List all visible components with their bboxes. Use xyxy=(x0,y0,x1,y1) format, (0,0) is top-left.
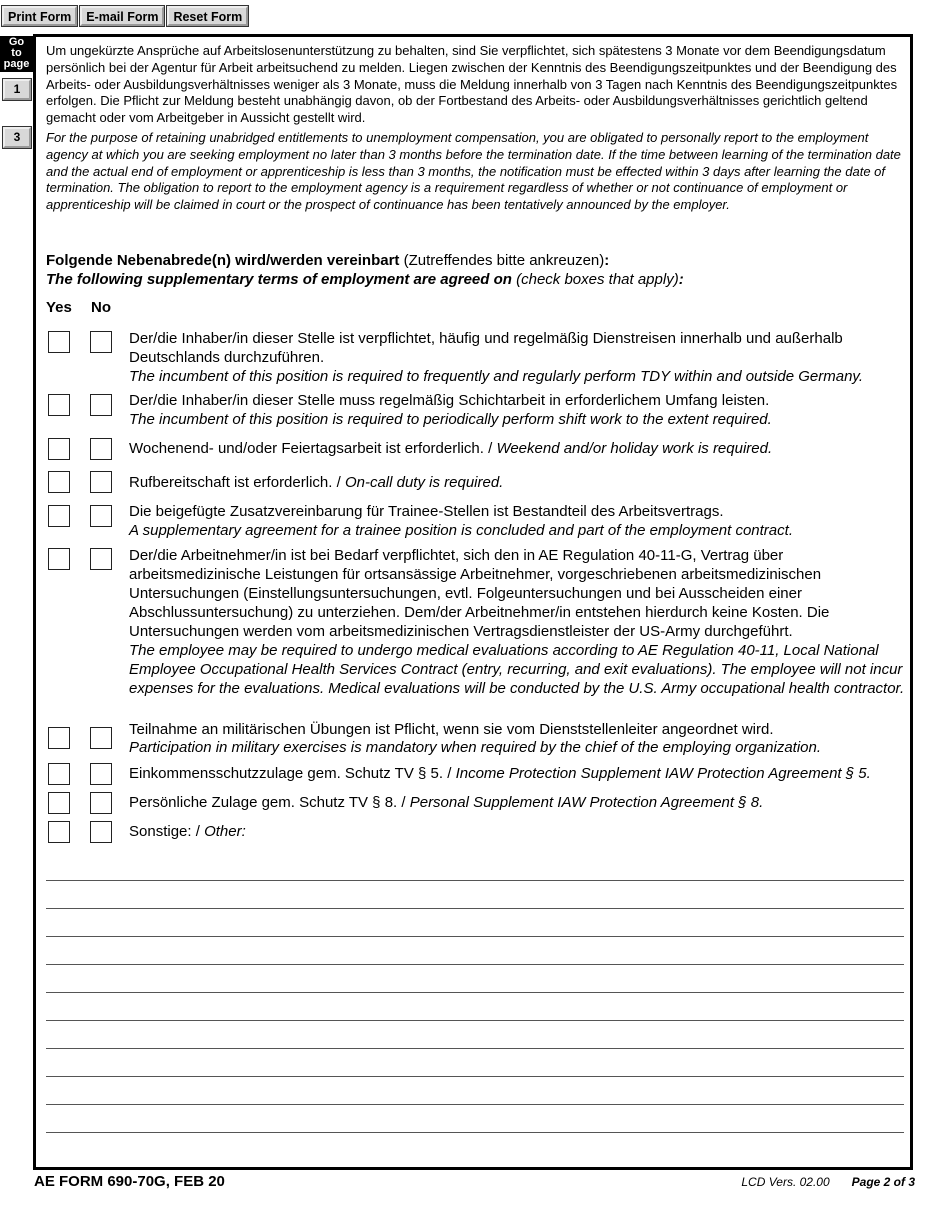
yes-checkbox-trainee[interactable] xyxy=(48,505,70,527)
yes-checkbox-shift-work[interactable] xyxy=(48,394,70,416)
section-heading-english: The following supplementary terms of employment are agreed on (check boxes that apply): xyxy=(46,271,684,288)
list-item: Sonstige: / Other: xyxy=(129,823,246,840)
no-checkbox-medical[interactable] xyxy=(90,548,112,570)
no-checkbox-military-exercises[interactable] xyxy=(90,727,112,749)
yes-checkbox-income-protection[interactable] xyxy=(48,763,70,785)
write-in-line[interactable] xyxy=(46,1020,904,1021)
intro-english: For the purpose of retaining unabridged entitlements to unemployment compensation, you are obligated to personally report to the employment agency at which you are seeking employment no later than 3 months before the termination date. If the time between learning of the termination date and the actual end of employment or apprenticeship is less than 3 months, the notification must be effected within 3 days after learning the date of termination. The obligation to report to the employment agency is a requirement regardless of whether or not continuance of employment or apprenticeship will be claimed in court or the prospect of continuance has been tentatively announced by the employer. xyxy=(46,130,901,213)
go-to-page-1-button[interactable]: 1 xyxy=(3,79,31,100)
list-item: Die beigefügte Zusatzvereinbarung für Trainee-Stellen ist Bestandteil des Arbeitsvertrags. A supplementary agreement for a trainee position is concluded and part of the employment contract. xyxy=(129,503,793,539)
form-version-and-page xyxy=(741,1175,915,1189)
yes-column-header: Yes xyxy=(46,299,72,316)
write-in-line[interactable] xyxy=(46,908,904,909)
write-in-line[interactable] xyxy=(46,1076,904,1077)
go-to-page-label: Go to page xyxy=(0,36,33,72)
list-item: Rufbereitschaft ist erforderlich. / On-call duty is required. xyxy=(129,474,504,491)
list-item: Einkommensschutzzulage gem. Schutz TV § 5. / Income Protection Supplement IAW Protection Agreement § 5. xyxy=(129,765,871,782)
section-heading-german: Folgende Nebenabrede(n) wird/werden vereinbart (Zutreffendes bitte ankreuzen): xyxy=(46,252,610,269)
no-checkbox-personal-supplement[interactable] xyxy=(90,792,112,814)
print-form-button[interactable]: Print Form xyxy=(2,6,77,26)
yes-checkbox-on-call[interactable] xyxy=(48,471,70,493)
write-in-line[interactable] xyxy=(46,964,904,965)
no-checkbox-weekend-work[interactable] xyxy=(90,438,112,460)
go-to-page-3-button[interactable]: 3 xyxy=(3,127,31,148)
yes-checkbox-tdy[interactable] xyxy=(48,331,70,353)
no-column-header: No xyxy=(91,299,111,316)
page-number: Page 2 of 3 xyxy=(851,1175,915,1189)
form-toolbar xyxy=(2,6,248,26)
no-checkbox-on-call[interactable] xyxy=(90,471,112,493)
list-item: Wochenend- und/oder Feiertagsarbeit ist erforderlich. / Weekend and/or holiday work is required. xyxy=(129,440,773,457)
intro-german: Um ungekürzte Ansprüche auf Arbeitslosenunterstützung zu behalten, sind Sie verpflichtet, sich spätestens 3 Monate vor dem Beendigungsdatum persönlich bei der Agentur für Arbeit arbeitsuchend zu melden. Liegen zwischen der Kenntnis des Beendigungszeitpunktes und der Beendigung des Arbeits- oder Ausbildungsverhältnisses weniger als 3 Monate, muss die Meldung innerhalb von 3 Tagen nach Kenntnis des Beendigungszeitpunktes erfolgen. Die Pflicht zur Meldung besteht unabhängig davon, ob der Fortbestand des Arbeits- oder Ausbildungsverhältnisses gerichtlich geltend gemacht oder vom Arbeitgeber in Aussicht gestellt wird. xyxy=(46,43,898,126)
list-item: Persönliche Zulage gem. Schutz TV § 8. / Personal Supplement IAW Protection Agreement § 8. xyxy=(129,794,764,811)
write-in-line[interactable] xyxy=(46,1132,904,1133)
write-in-line[interactable] xyxy=(46,880,904,881)
reset-form-button[interactable]: Reset Form xyxy=(167,6,248,26)
go-to-page-nav xyxy=(0,36,33,72)
yes-checkbox-other[interactable] xyxy=(48,821,70,843)
form-version: LCD Vers. 02.00 xyxy=(741,1175,830,1189)
yes-checkbox-military-exercises[interactable] xyxy=(48,727,70,749)
no-checkbox-income-protection[interactable] xyxy=(90,763,112,785)
yes-checkbox-weekend-work[interactable] xyxy=(48,438,70,460)
write-in-line[interactable] xyxy=(46,992,904,993)
form-id: AE FORM 690-70G, FEB 20 xyxy=(34,1173,225,1190)
no-checkbox-trainee[interactable] xyxy=(90,505,112,527)
email-form-button[interactable]: E-mail Form xyxy=(80,6,164,26)
no-checkbox-shift-work[interactable] xyxy=(90,394,112,416)
no-checkbox-other[interactable] xyxy=(90,821,112,843)
yes-checkbox-personal-supplement[interactable] xyxy=(48,792,70,814)
list-item: Teilnahme an militärischen Übungen ist Pflicht, wenn sie vom Dienststellenleiter angeordnet wird. Participation in military exercises is mandatory when required by the chief of the employing organization. xyxy=(129,721,822,756)
no-checkbox-tdy[interactable] xyxy=(90,331,112,353)
list-item: Der/die Arbeitnehmer/in ist bei Bedarf verpflichtet, sich den in AE Regulation 40-11-G, Vertrag über arbeitsmedizinische Leistungen für ortsansässige Arbeitnehmer, vorgeschriebenen arbeitsmedizinischen Untersuchungen (Einstellungsuntersuchungen, evtl. Folgeuntersuchungen und bei Ausscheiden einer Abschlussuntersuchung) zu unterziehen. Dem/der Arbeitnehmer/in entstehen hierdurch keine Kosten. Die Untersuchungen werden vom arbeitsmedizinischen Vertragsdienstleister der US-Army durchgeführt. The employee may be required to undergo medical evaluations according to AE Regulation 40-11, Local National Employee Occupational Health Services Contract (entry, recurring, and exit evaluations). The employee will not incur expenses for the evaluations. Medical evaluations will be conducted by the U.S. Army occupational health contractor. xyxy=(129,547,905,697)
list-item: Der/die Inhaber/in dieser Stelle muss regelmäßig Schichtarbeit in erforderlichem Umfang leisten. The incumbent of this position is required to periodically perform shift work to the extent required. xyxy=(129,392,772,428)
list-item: Der/die Inhaber/in dieser Stelle ist verpflichtet, häufig und regelmäßig Dienstreisen innerhalb und außerhalb Deutschlands durchzuführen. The incumbent of this position is required to frequently and regularly perform TDY within and outside Germany. xyxy=(129,330,863,385)
yes-checkbox-medical[interactable] xyxy=(48,548,70,570)
write-in-line[interactable] xyxy=(46,1104,904,1105)
write-in-line[interactable] xyxy=(46,936,904,937)
write-in-line[interactable] xyxy=(46,1048,904,1049)
